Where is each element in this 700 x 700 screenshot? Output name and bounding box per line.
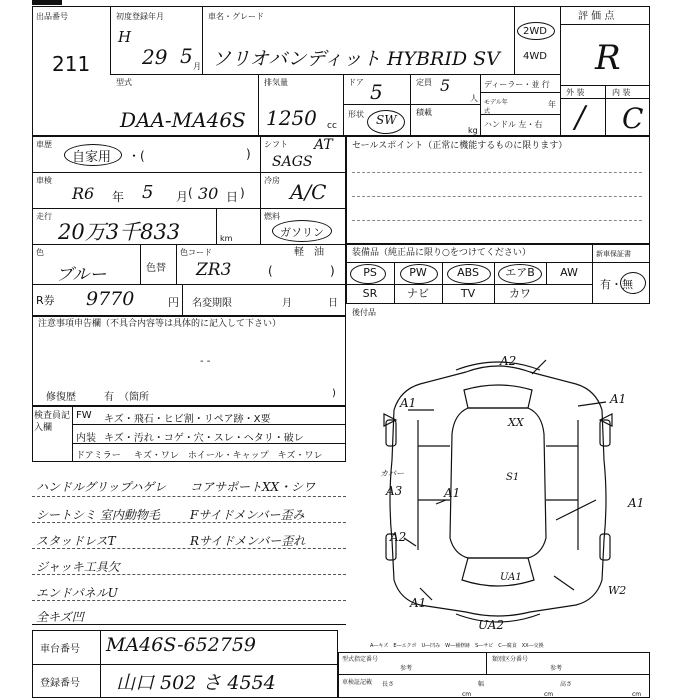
name-change-day: 日: [328, 298, 338, 309]
mark-a2-top: A2: [500, 354, 517, 368]
lot-number: 211: [52, 52, 91, 76]
remark-right-2: Fサイドメンバー歪み: [190, 508, 305, 522]
checker-fw-text: キズ・飛石・ヒビ割・リペア跡・X要: [104, 414, 271, 425]
first-reg-label: 初度登録年月: [116, 12, 164, 21]
remark-left-2: シートシミ 室内動物毛: [36, 508, 160, 522]
mark-xx: XX: [508, 416, 524, 429]
damage-line: [554, 576, 574, 590]
remark-right-1: コアサポートXX・シワ: [190, 480, 316, 494]
equip-airbag: エアB: [505, 266, 535, 279]
shape-value: SW: [376, 113, 397, 127]
history-value: 自家用: [72, 150, 112, 165]
equipment-label: 装備品（純正品に限り○をつけてください）: [352, 248, 531, 258]
divider: [514, 6, 515, 74]
divider: [338, 674, 650, 675]
color-label: 色: [36, 248, 44, 257]
equip-circle: [400, 264, 438, 284]
history-close: ): [246, 147, 251, 161]
equip-circle: [447, 264, 491, 284]
divider: [480, 114, 560, 115]
recycle-value: 9770: [86, 288, 135, 310]
doors-label: ドア: [348, 78, 364, 87]
divider: [546, 262, 547, 284]
handle-label: ハンドル 左・右: [484, 120, 543, 129]
sales-label: セールスポイント（正常に機能するものに限ります）: [352, 141, 568, 151]
remark-left-1: ハンドルグリップハゲレ: [36, 480, 167, 494]
sales-line: [352, 172, 642, 173]
remark-left-4: ジャッキ工具欠: [36, 560, 120, 574]
month-unit: 月: [193, 62, 201, 71]
divider: [110, 74, 560, 75]
mark-a1-right: A1: [610, 392, 627, 406]
equip-aw: AW: [560, 266, 578, 279]
capacity-value: 5: [440, 76, 451, 95]
history-label: 車歴: [36, 140, 52, 149]
damage-line: [436, 500, 446, 504]
mark-cover: カバー: [380, 469, 404, 478]
history-paren: ・(: [128, 149, 145, 163]
divider: [32, 244, 346, 245]
new-warranty-value: 有・無: [600, 278, 633, 291]
dim-height-cm: cm: [632, 691, 642, 698]
equip-abs: ABS: [457, 266, 479, 279]
mark-a3: A3: [386, 484, 403, 498]
fuel-value: ガソリン: [280, 226, 324, 239]
remark-line: [32, 496, 346, 497]
fuel-label: 燃料: [264, 212, 280, 221]
damage-line: [556, 500, 596, 520]
exterior-score: /: [575, 100, 586, 135]
color-code: ZR3: [196, 260, 232, 280]
doors-value: 5: [370, 80, 383, 104]
rear-window: [462, 558, 534, 586]
drive-4wd: 4WD: [523, 51, 547, 62]
notes-dots: - -: [200, 356, 211, 367]
body-outline: [390, 366, 606, 616]
load-label: 積載: [416, 108, 432, 117]
inspection-month: 5: [142, 182, 154, 203]
dim-length: 長さ: [382, 681, 395, 688]
equip-pw: PW: [409, 266, 427, 279]
interior-score: C: [622, 102, 644, 135]
damage-line: [532, 360, 546, 374]
checker-label: 検査員記入欄: [34, 411, 71, 433]
divider: [176, 244, 177, 284]
interior-label: 内 装: [612, 88, 631, 97]
divider: [410, 74, 411, 136]
checker-fw: FW: [76, 410, 92, 421]
color-value: ブルー: [56, 265, 107, 285]
divider: [343, 74, 344, 136]
maker-label: 型式指定番号: [342, 656, 379, 663]
capacity-label: 定員: [416, 78, 432, 87]
remark-right-3: Rサイドメンバー歪れ: [190, 534, 306, 548]
yen-unit: 円: [168, 296, 179, 309]
class-label: 類別区分番号: [492, 656, 529, 663]
reg-era: H: [118, 28, 132, 46]
divider: [32, 172, 346, 173]
ac-label: 冷房: [264, 176, 280, 185]
mark-ua2: UA2: [478, 618, 505, 632]
shift-value: AT: [314, 137, 333, 153]
inspection-day: 30: [198, 184, 219, 203]
mark-a1-bottom: A1: [410, 596, 427, 610]
chassis-label: 車台番号: [40, 644, 80, 655]
divider: [216, 208, 217, 244]
sales-line: [352, 196, 642, 197]
shift-label: シフト: [264, 140, 288, 149]
inspection-month-unit: 月: [176, 190, 189, 204]
divider: [346, 284, 592, 285]
divider: [32, 208, 346, 209]
divider: [110, 6, 111, 74]
divider: [560, 24, 650, 25]
name-change-month: 月: [282, 298, 292, 309]
model-year-label: モデル年式: [484, 99, 508, 115]
sales-frame: [346, 136, 650, 244]
light-oil-paren-close: ): [330, 264, 335, 278]
light-oil-paren-open: (: [268, 264, 273, 278]
inspection-label: 車検: [36, 176, 52, 185]
equip-circle: [498, 264, 542, 284]
exterior-label: 外 装: [566, 88, 585, 97]
divider: [343, 104, 480, 105]
remark-left-3: スタッドレスT: [36, 534, 116, 548]
lot-label: 出品番号: [36, 12, 68, 21]
divider: [72, 406, 73, 462]
mark-w2: W2: [608, 584, 627, 597]
km-unit: km: [220, 234, 233, 243]
inspection-year: R6: [72, 184, 95, 203]
warranty-circle: [620, 272, 646, 294]
reg-month: 5: [180, 44, 193, 68]
divider: [480, 92, 560, 93]
divider: [258, 74, 259, 136]
divider: [32, 664, 338, 665]
new-warranty-label: 新車保証書: [596, 250, 631, 258]
inspection-paren-close: ): [240, 186, 245, 200]
mark-a2-left: A2: [390, 530, 407, 544]
ac-value: A/C: [290, 180, 327, 204]
cc-unit: cc: [327, 121, 337, 131]
rear-items-label: 後付品: [352, 308, 376, 317]
windshield: [464, 385, 532, 408]
roof-outline: [450, 408, 546, 558]
displacement-label: 排気量: [264, 78, 288, 87]
equip-tv: TV: [460, 287, 476, 300]
dealer-label: ディーラー・並 行: [484, 80, 550, 89]
model-label: 型式: [116, 78, 132, 87]
checker-mirror: ドアミラー: [76, 451, 121, 461]
repair-label: 修復歴: [46, 392, 76, 403]
name-change-label: 名変期限: [192, 298, 232, 309]
kg-unit: kg: [468, 126, 478, 135]
divider: [394, 262, 395, 304]
score-value: R: [595, 38, 621, 78]
divider: [442, 262, 443, 304]
person-unit: 人: [470, 94, 478, 103]
divider: [260, 136, 261, 244]
divider: [560, 6, 561, 136]
mark-a1-side: A1: [628, 496, 645, 510]
remark-left-5: エンドパネルU: [36, 586, 118, 600]
divider: [560, 98, 650, 99]
wheel: [600, 534, 610, 560]
dim-length-cm: cm: [462, 691, 472, 698]
equip-ps: PS: [363, 266, 377, 279]
top-black-tab: [32, 0, 62, 5]
equip-circle: [350, 264, 386, 284]
displacement-value: 1250: [266, 106, 317, 130]
notes-frame: [32, 316, 346, 406]
sales-line: [352, 220, 642, 221]
drive-2wd: 2WD: [523, 26, 547, 37]
score-label: 評 価 点: [578, 11, 615, 22]
car-name-label: 車名・グレード: [208, 12, 264, 21]
recycle-label: R券: [36, 294, 55, 307]
notes-label: 注意事項申告欄（不具合内容等は具体的に記入して下さい）: [38, 319, 282, 329]
shape-label: 形状: [348, 110, 364, 119]
chassis-value: MA46S-652759: [106, 634, 257, 656]
divider: [32, 284, 346, 285]
car-name: ソリオバンディット HYBRID SV: [212, 48, 500, 70]
divider: [605, 85, 606, 136]
divider: [202, 6, 203, 74]
inspection-paren-open: (: [188, 186, 193, 200]
light-oil-label: 軽 油: [294, 247, 324, 258]
equip-sr: SR: [362, 287, 378, 300]
remark-left-6: 全キズ凹: [36, 610, 84, 624]
model-value: DAA-MA46S: [120, 108, 246, 132]
mark-a1-left: A1: [400, 396, 417, 410]
repair-close: ): [332, 388, 336, 399]
reg-year: 29: [142, 45, 168, 69]
divider: [592, 244, 593, 304]
color-change-label: 色替: [146, 263, 166, 274]
divider: [346, 262, 650, 263]
checker-interior: 内装: [76, 433, 96, 444]
repair-value: 有 （箇所: [104, 392, 149, 403]
divider: [486, 652, 487, 674]
dim-width: 幅: [478, 681, 485, 688]
mark-a1-mid: A1: [444, 486, 461, 500]
mileage-label: 走行: [36, 212, 52, 221]
shift-sub: SAGS: [272, 154, 313, 170]
equip-leather: カワ: [509, 287, 531, 300]
divider: [140, 244, 141, 284]
inspection-year-unit: 年: [112, 190, 125, 204]
legend-text: A―キズ E―エクボ U―凹み W―補修跡 S―サビ C―腐食 XX―交換: [370, 643, 544, 649]
year-unit: 年: [548, 100, 556, 109]
mileage-value: 20万3千833: [58, 220, 181, 244]
checker-interior-text: キズ・汚れ・コゲ・穴・スレ・ヘタリ・破レ: [104, 433, 304, 444]
color-code-label: 色コード: [180, 248, 212, 257]
maker-ref: 参考: [400, 665, 413, 672]
class-ref: 参考: [550, 665, 563, 672]
mark-ua1: UA1: [500, 572, 522, 583]
dim-width-cm: cm: [544, 691, 554, 698]
dim-height: 高さ: [560, 681, 573, 688]
divider: [480, 74, 481, 136]
inspection-day-unit: 日: [226, 190, 239, 204]
divider: [182, 284, 183, 316]
car-dim-label: 車検証記載: [342, 679, 373, 686]
divider: [494, 262, 495, 304]
checker-mirror-text: キズ・ワレ ホイール・キャップ キズ・ワレ: [134, 451, 323, 461]
registration-label: 登録番号: [40, 678, 80, 689]
equip-navi: ナビ: [407, 287, 429, 300]
mark-s1: S1: [506, 472, 520, 483]
registration-value: 山口 502 さ 4554: [116, 672, 276, 694]
damage-line: [578, 402, 606, 406]
